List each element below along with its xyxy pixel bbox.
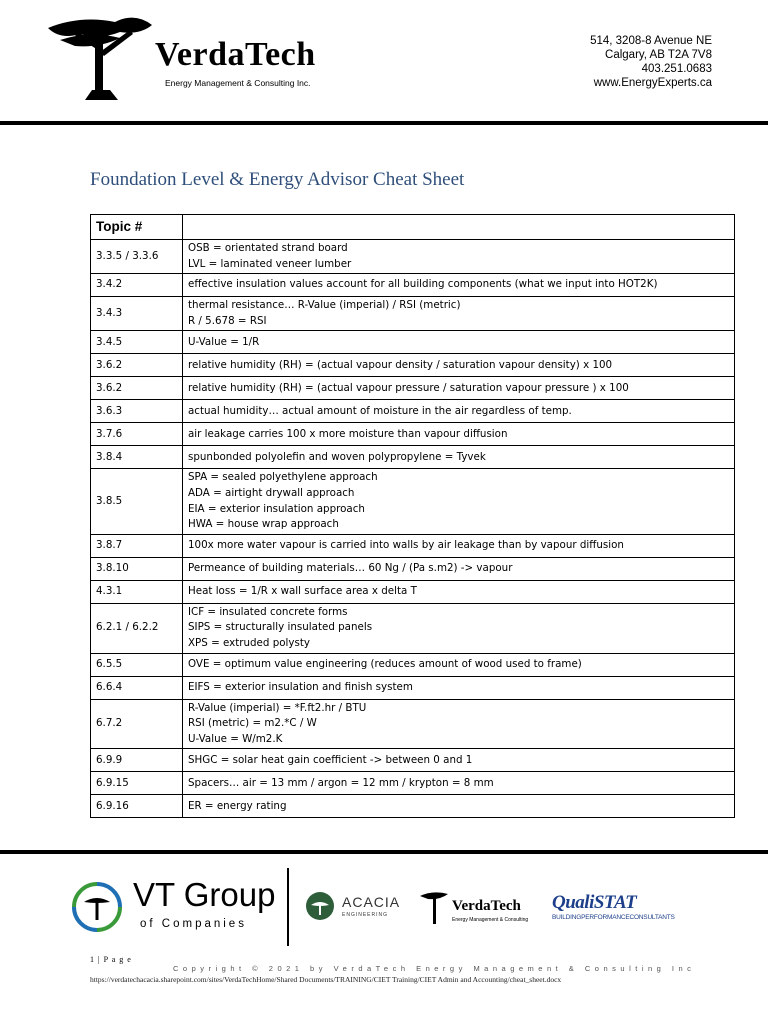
description-line: R-Value (imperial) = *F.ft2.hr / BTU (188, 701, 367, 714)
topic-description (183, 603, 735, 653)
description-line: actual humidity… actual amount of moisture in the air regardless of temp. (188, 404, 572, 417)
page-number: 1 | P a g e (90, 955, 132, 964)
topic-description (183, 469, 735, 534)
website-link[interactable]: www.EnergyExperts.ca (593, 77, 712, 89)
cheat-sheet-table (90, 214, 735, 818)
topic-column-header: Topic # (91, 215, 183, 240)
description-line: LVL = laminated veneer lumber (188, 257, 352, 270)
description-line: air leakage carries 100 x more moisture than vapour diffusion (188, 427, 508, 440)
description-line: SPA = sealed polyethylene approach (188, 471, 378, 484)
topic-description (183, 446, 735, 469)
topic-description (183, 772, 735, 795)
topic-description (183, 331, 735, 354)
table-row (91, 534, 735, 557)
topic-description (183, 580, 735, 603)
topic-description (183, 676, 735, 699)
topic-description (183, 534, 735, 557)
topic-description (183, 653, 735, 676)
topic-number: 6.9.15 (91, 772, 183, 795)
table-row (91, 772, 735, 795)
topic-number: 3.4.3 (91, 297, 183, 331)
topic-number: 6.9.16 (91, 795, 183, 818)
description-line: U-Value = 1/R (188, 335, 260, 348)
verdatech-small-name: VerdaTech (452, 898, 521, 914)
topic-description (183, 557, 735, 580)
topic-number: 6.2.1 / 6.2.2 (91, 603, 183, 653)
topic-number: 3.3.5 / 3.3.6 (91, 240, 183, 274)
topic-number: 3.4.2 (91, 274, 183, 297)
topic-description (183, 699, 735, 749)
topic-description (183, 749, 735, 772)
description-line: RSI (metric) = m2.*C / W (188, 717, 317, 730)
topic-description (183, 423, 735, 446)
table-row (91, 653, 735, 676)
topic-description (183, 377, 735, 400)
topic-number: 6.7.2 (91, 699, 183, 749)
qualistat-name: QualiSTAT (552, 892, 637, 913)
description-line: ICF = insulated concrete forms (188, 605, 348, 618)
topic-number: 4.3.1 (91, 580, 183, 603)
table-row (91, 557, 735, 580)
footer-logos (0, 858, 768, 948)
topic-description (183, 400, 735, 423)
copyright-text: Copyright © 2021 by VerdaTech Energy Management & Consulting Inc (173, 964, 696, 973)
document-path: https://verdatechacacia.sharepoint.com/sites/VerdaTechHome/Shared Documents/TRAINING/CIET Training/CIET Admin and Accounting/cheat_sheet.docx (90, 975, 562, 984)
footer-rule (0, 850, 768, 854)
table-row (91, 331, 735, 354)
description-line: 100x more water vapour is carried into walls by air leakage than by vapour diffusion (188, 538, 624, 551)
description-column-header (183, 215, 735, 240)
header-rule (0, 121, 768, 125)
description-line: Permeance of building materials… 60 Ng / (Pa s.m2) -> vapour (188, 561, 513, 574)
vt-group-logo-icon (70, 880, 124, 934)
description-line: XPS = extruded polysty (188, 636, 310, 649)
description-line: OVE = optimum value engineering (reduces amount of wood used to frame) (188, 657, 582, 670)
description-line: effective insulation values account for all building components (what we input into HOT2K) (188, 278, 658, 291)
topic-description (183, 354, 735, 377)
table-row (91, 749, 735, 772)
table-row (91, 469, 735, 534)
description-line: thermal resistance… R-Value (imperial) / RSI (metric) (188, 299, 461, 312)
topic-number: 3.6.2 (91, 377, 183, 400)
description-line: OSB = orientated strand board (188, 242, 348, 254)
verdatech-small-logo-icon (418, 888, 533, 928)
topic-number: 3.6.2 (91, 354, 183, 377)
topic-number: 3.8.10 (91, 557, 183, 580)
table-row (91, 580, 735, 603)
acacia-subtitle: ENGINEERING (342, 912, 389, 918)
table-row (91, 377, 735, 400)
topic-number: 6.6.4 (91, 676, 183, 699)
brand-subtitle: Energy Management & Consulting Inc. (165, 78, 311, 88)
description-line: HWA = house wrap approach (188, 518, 339, 531)
description-line: relative humidity (RH) = (actual vapour density / saturation vapour density) x 100 (188, 358, 613, 371)
description-line: SIPS = structurally insulated panels (188, 621, 373, 634)
description-line: Heat loss = 1/R x wall surface area x delta T (188, 584, 417, 597)
table-row (91, 603, 735, 653)
letterhead (0, 0, 768, 122)
description-line: U-Value = W/m2.K (188, 732, 283, 745)
description-line: EIA = exterior insulation approach (188, 502, 365, 515)
brand-name: VerdaTech (155, 36, 316, 73)
vt-group-name: VT Group (133, 876, 276, 913)
phone-number: 403.251.0683 (641, 63, 712, 75)
topic-number: 3.8.5 (91, 469, 183, 534)
table-row (91, 423, 735, 446)
table-row (91, 354, 735, 377)
description-line: spunbonded polyolefin and woven polypropylene = Tyvek (188, 450, 486, 463)
description-line: ADA = airtight drywall approach (188, 486, 355, 499)
address-line: Calgary, AB T2A 7V8 (605, 49, 712, 61)
topic-number: 3.8.4 (91, 446, 183, 469)
topic-description (183, 240, 735, 274)
footer-divider (287, 868, 289, 946)
table-row (91, 297, 735, 331)
table-row (91, 795, 735, 818)
acacia-logo-icon (305, 891, 335, 921)
description-line: SHGC = solar heat gain coefficient -> between 0 and 1 (188, 753, 473, 766)
description-line: ER = energy rating (188, 799, 287, 812)
acacia-name: ACACIA (342, 894, 401, 910)
address-block (590, 34, 712, 90)
table-row (91, 699, 735, 749)
description-line: R / 5.678 = RSI (188, 314, 267, 327)
page-title: Foundation Level & Energy Advisor Cheat Sheet (90, 169, 465, 190)
topic-number: 3.6.3 (91, 400, 183, 423)
vt-group-subtitle: of Companies (140, 918, 247, 930)
description-line: relative humidity (RH) = (actual vapour pressure / saturation vapour pressure ) x 100 (188, 381, 629, 394)
topic-number: 3.4.5 (91, 331, 183, 354)
qualistat-subtitle: BUILDINGPERFORMANCECONSULTANTS (552, 914, 675, 921)
verdatech-small-subtitle: Energy Management & Consulting (452, 917, 529, 923)
topic-number: 6.5.5 (91, 653, 183, 676)
table-row (91, 400, 735, 423)
topic-number: 3.8.7 (91, 534, 183, 557)
table-row (91, 446, 735, 469)
table-header-row (91, 215, 735, 240)
topic-description (183, 297, 735, 331)
topic-description (183, 274, 735, 297)
topic-description (183, 795, 735, 818)
address-line: 514, 3208-8 Avenue NE (590, 35, 712, 47)
description-line: Spacers… air = 13 mm / argon = 12 mm / krypton = 8 mm (188, 776, 494, 789)
table-row (91, 240, 735, 274)
description-line: EIFS = exterior insulation and finish system (188, 680, 413, 693)
table-row (91, 676, 735, 699)
topic-number: 6.9.9 (91, 749, 183, 772)
table-row (91, 274, 735, 297)
topic-number: 3.7.6 (91, 423, 183, 446)
